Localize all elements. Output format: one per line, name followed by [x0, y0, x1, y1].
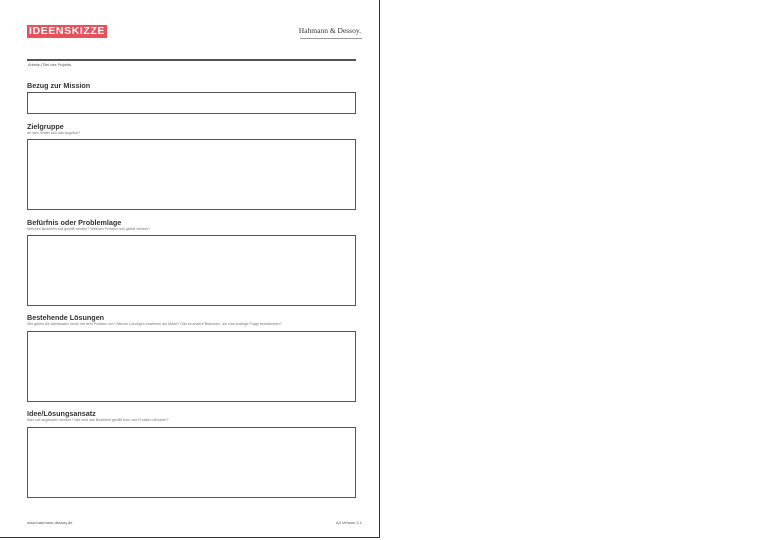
zielgruppe-input-box[interactable] [27, 139, 356, 210]
idee-input-box[interactable] [27, 427, 356, 498]
footer-version: A4 Version 2.1 [335, 520, 362, 525]
worksheet-page [0, 0, 380, 538]
brand-underline [300, 38, 362, 39]
project-title-label: Arbeits-(Titel des Projekts [28, 63, 72, 67]
problemlage-input-box[interactable] [27, 235, 356, 306]
section-title-problemlage: Befürfnis oder Problemlage [27, 218, 122, 227]
project-title-line [27, 59, 356, 61]
section-title-idee: Idee/Lösungsansatz [27, 409, 96, 418]
section-subtitle-problemlage: Welches Bedürfnis soll gestillt werden? Welches Problem soll gelöst werden? [27, 227, 151, 231]
bestehende-loesungen-input-box[interactable] [27, 331, 356, 402]
section-subtitle-idee: Was soll angeboten werden? Wie wird das Bedürfnis gestillt bzw. das Problem behoben? [27, 418, 169, 422]
brand-name: Hahmann & Dessoy. [298, 26, 361, 35]
section-title-bestehende-loesungen: Bestehende Lösungen [27, 313, 105, 322]
mission-input-box[interactable] [27, 92, 356, 114]
section-title-mission: Bezug zur Mission [27, 81, 91, 90]
ideenskizze-logo: IDEENSKIZZE [29, 25, 106, 37]
section-subtitle-bestehende-loesungen: Wie gehen die Adressaten heute mit dem Problem um? Welche Lösungen existieren am Markt? Gibt es andere Branchen, die eine analoge Frage beantworten? [27, 322, 282, 326]
section-title-zielgruppe: Zielgruppe [27, 122, 64, 131]
section-subtitle-zielgruppe: An wen richtet sich das Angebot? [27, 131, 81, 135]
footer-website: www.hahmann-dessoy.de [27, 520, 73, 525]
